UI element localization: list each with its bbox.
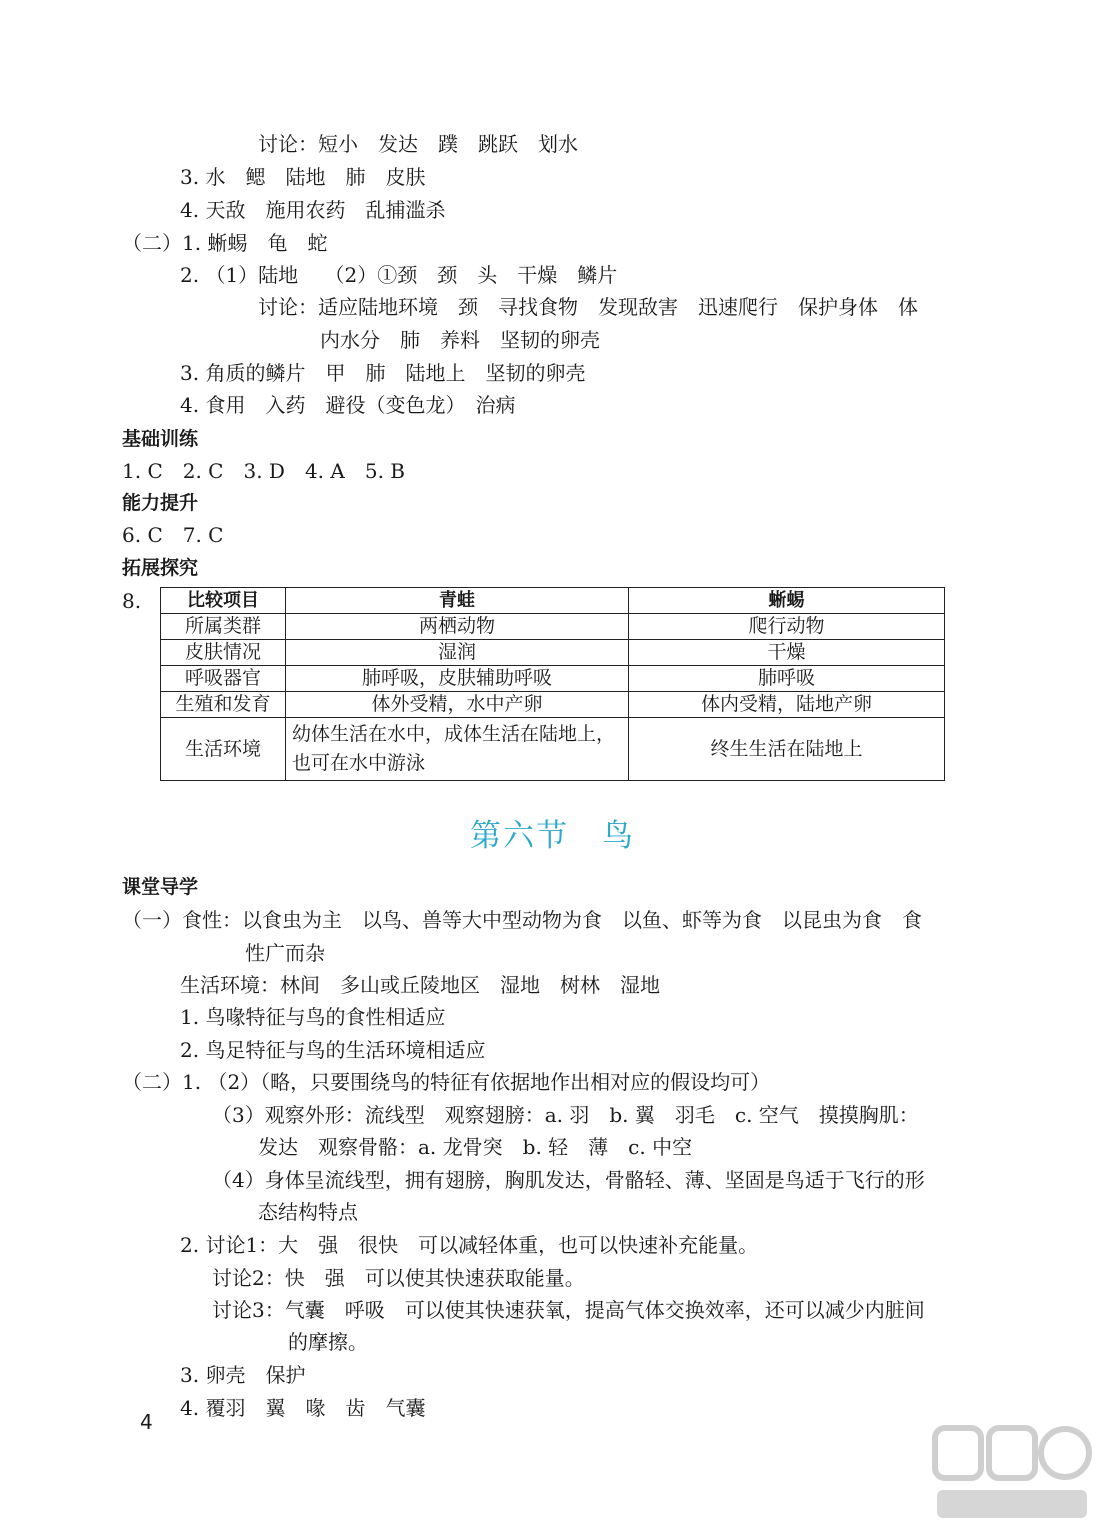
table-row (161, 718, 945, 781)
table-cell: 湿润 (286, 640, 629, 666)
table-row (161, 666, 945, 692)
heading-ability: 能力提升 (122, 492, 199, 514)
table-cell: 体外受精，水中产卵 (286, 692, 629, 718)
heading-classroom: 课堂导学 (122, 876, 199, 898)
answer-line: 4. 天敌 施用农药 乱捕滥杀 (180, 198, 446, 222)
table-cell: 肺呼吸，皮肤辅助呼吸 (286, 666, 629, 692)
answer-line: 3. 卵壳 保护 (180, 1363, 306, 1387)
answer-line: 讨论：短小 发达 蹼 跳跃 划水 (258, 132, 578, 156)
basic-answers: 1. C 2. C 3. D 4. A 5. B (122, 459, 405, 483)
answer-line: 1. 鸟喙特征与鸟的食性相适应 (180, 1005, 446, 1029)
answer-line: 2. 鸟足特征与鸟的生活环境相适应 (180, 1038, 486, 1062)
answer-line: 讨论3：气囊 呼吸 可以使其快速获氧，提高气体交换效率，还可以减少内脏间 (212, 1298, 925, 1322)
table-cell: 终生生活在陆地上 (629, 718, 945, 781)
table-cell: 体内受精，陆地产卵 (629, 692, 945, 718)
table-cell: 两栖动物 (286, 614, 629, 640)
question-number: 8. (122, 589, 142, 613)
answer-line: 讨论：适应陆地环境 颈 寻找食物 发现敌害 迅速爬行 保护身体 体 (258, 295, 918, 319)
answer-line: 4. 食用 入药 避役（变色龙） 治病 (180, 393, 516, 417)
answer-line: 2. 讨论1：大 强 很快 可以减轻体重，也可以快速补充能量。 (180, 1233, 759, 1257)
answer-line: 2. （1）陆地 （2）①颈 颈 头 干燥 鳞片 (180, 263, 618, 287)
table-cell: 皮肤情况 (161, 640, 286, 666)
answer-line: （二）1. 蜥蜴 龟 蛇 (122, 231, 328, 255)
watermark-logo (925, 1418, 1095, 1528)
table-cell: 幼体生活在水中，成体生活在陆地上，也可在水中游泳 (286, 718, 629, 781)
answer-line: 的摩擦。 (288, 1330, 368, 1354)
answer-line: 态结构特点 (258, 1200, 358, 1224)
table-header: 青蛙 (286, 588, 629, 614)
heading-basic-training: 基础训练 (122, 428, 199, 450)
table-row (161, 614, 945, 640)
answer-line: 发达 观察骨骼：a. 龙骨突 b. 轻 薄 c. 中空 (258, 1135, 693, 1159)
answer-line: 3. 水 鳃 陆地 肺 皮肤 (180, 165, 426, 189)
heading-explore: 拓展探究 (122, 557, 199, 579)
answer-line: 4. 覆羽 翼 喙 齿 气囊 (180, 1396, 426, 1420)
table-cell: 爬行动物 (629, 614, 945, 640)
answer-line: （4）身体呈流线型，拥有翅膀，胸肌发达，骨骼轻、薄、坚固是鸟适于飞行的形 (212, 1168, 925, 1192)
table-cell: 生殖和发育 (161, 692, 286, 718)
answer-line: （二）1. （2）（略，只要围绕鸟的特征有依据地作出相对应的假设均可） (122, 1070, 771, 1094)
ability-answers: 6. C 7. C (122, 523, 224, 547)
page-number: 4 (140, 1410, 153, 1434)
table-header: 蜥蜴 (629, 588, 945, 614)
answer-line: 性广而杂 (245, 941, 325, 965)
answer-line: （3）观察外形：流线型 观察翅膀：a. 羽 b. 翼 羽毛 c. 空气 摸摸胸肌： (212, 1103, 919, 1127)
table-header-row (161, 588, 945, 614)
table-cell: 肺呼吸 (629, 666, 945, 692)
comparison-table (160, 587, 945, 781)
section-title: 第六节 鸟 (470, 818, 635, 854)
answer-line: 生活环境：林间 多山或丘陵地区 湿地 树林 湿地 (180, 973, 660, 997)
table-row (161, 640, 945, 666)
table-cell: 生活环境 (161, 718, 286, 781)
answer-line: 内水分 肺 养料 坚韧的卵壳 (320, 328, 600, 352)
table-cell: 干燥 (629, 640, 945, 666)
table-cell: 所属类群 (161, 614, 286, 640)
table-header: 比较项目 (161, 588, 286, 614)
answer-line: 3. 角质的鳞片 甲 肺 陆地上 坚韧的卵壳 (180, 361, 586, 385)
table-row (161, 692, 945, 718)
table-cell: 呼吸器官 (161, 666, 286, 692)
answer-line: （一）食性：以食虫为主 以鸟、兽等大中型动物为食 以鱼、虾等为食 以昆虫为食 食 (122, 908, 922, 932)
answer-line: 讨论2：快 强 可以使其快速获取能量。 (212, 1266, 585, 1290)
